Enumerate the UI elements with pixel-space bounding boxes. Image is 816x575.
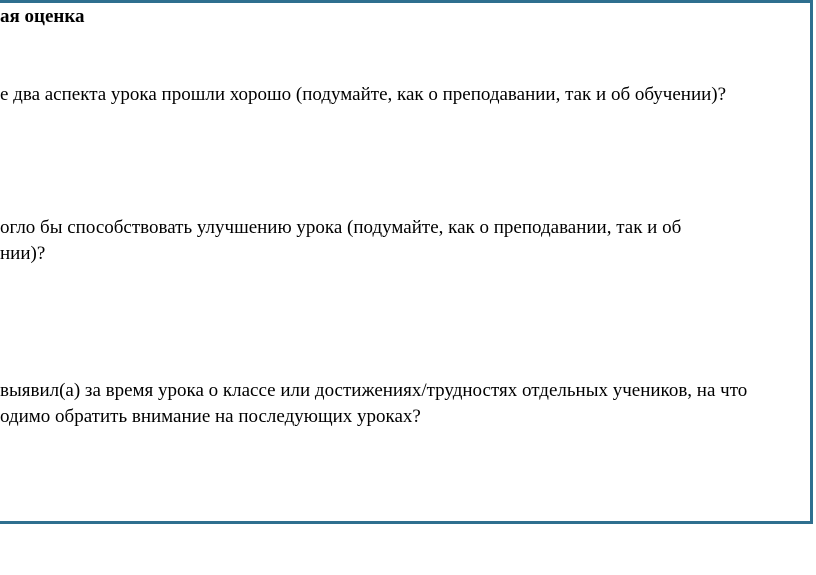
table-border-top [0, 0, 812, 3]
question-2-line-2: нии)? [0, 243, 46, 264]
table-border-bottom [0, 521, 813, 524]
question-3-line-2: одимо обратить внимание на последующих уроках? [0, 406, 421, 427]
question-2-line-1: огло бы способствовать улучшению урока (подумайте, как о преподавании, так и об [0, 217, 682, 238]
table-border-right [810, 0, 813, 524]
question-3-line-1: выявил(а) за время урока о классе или достижениях/трудностях отдельных учеников, на что [0, 380, 748, 401]
question-1-line-1: е два аспекта урока прошли хорошо (подумайте, как о преподавании, так и об обучении)? [0, 84, 727, 105]
section-heading: ая оценка [0, 6, 85, 27]
